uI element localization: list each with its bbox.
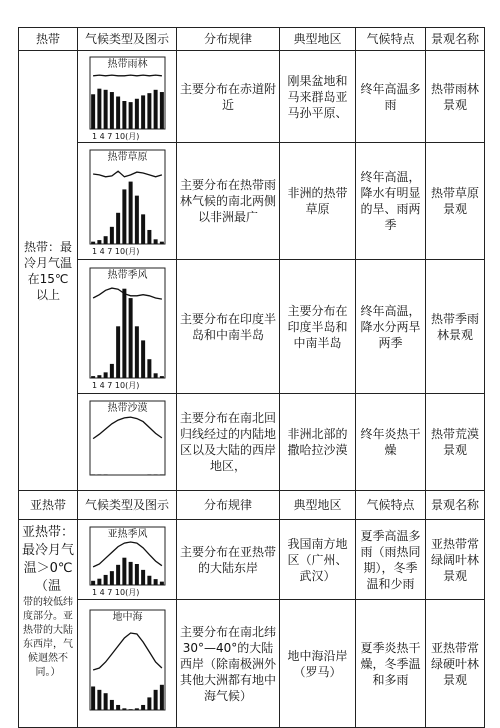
table-row — [19, 600, 485, 728]
precipitation-bar — [147, 474, 151, 475]
precipitation-bar — [91, 94, 95, 129]
table-row — [19, 51, 485, 143]
features-cell: 夏季炎热干燥，冬季温和多雨 — [356, 600, 426, 728]
precipitation-bar — [147, 697, 151, 710]
climate-chart — [78, 145, 177, 257]
precipitation-bar — [135, 708, 139, 710]
precipitation-bar — [160, 684, 164, 709]
subheader-regions: 典型地区 — [280, 491, 356, 520]
precipitation-bar — [135, 98, 139, 128]
table-row — [19, 143, 485, 260]
precipitation-bar — [129, 561, 133, 584]
features-cell: 夏季高温多雨（雨热同期），冬季温和少雨 — [356, 520, 426, 600]
chart-frame — [90, 268, 165, 378]
regions-cell: 我国南方地区（广州、武汉） — [280, 520, 356, 600]
chart-title: 亚热季风 — [107, 528, 148, 540]
precipitation-bar — [154, 579, 158, 585]
climate-chart — [78, 52, 177, 142]
header-type: 气候类型及图示 — [78, 28, 177, 51]
precipitation-bar — [116, 564, 120, 584]
precipitation-bar — [147, 575, 151, 584]
regions-cell: 刚果盆地和马来群岛亚马孙平原、 — [280, 51, 356, 143]
precipitation-bar — [97, 689, 101, 709]
precipitation-bar — [97, 375, 101, 378]
precipitation-bar — [129, 298, 133, 378]
precipitation-bar — [135, 196, 139, 244]
header-zone: 热带 — [19, 28, 78, 51]
precipitation-bar — [104, 372, 108, 378]
precipitation-bar — [91, 242, 95, 244]
chart-cell — [78, 520, 177, 600]
precipitation-bar — [104, 474, 108, 475]
climate-chart — [78, 522, 177, 598]
precipitation-bar — [116, 96, 120, 128]
subheader-zone: 亚热带 — [19, 491, 78, 520]
distribution-cell: 主要分布在热带雨林气候的南北两侧以非洲最广 — [177, 143, 280, 260]
precipitation-bar — [135, 564, 139, 585]
regions-cell: 非洲的热带草原 — [280, 143, 356, 260]
precipitation-bar — [141, 569, 145, 584]
landscape-cell: 亚热带常绿硬叶林景观 — [426, 600, 485, 728]
chart-title: 地中海 — [112, 611, 143, 623]
precipitation-bar — [129, 709, 133, 710]
precipitation-bar — [91, 686, 95, 710]
chart-cell — [78, 143, 177, 260]
subheader-landscape: 景观名称 — [426, 491, 485, 520]
subtropical-zone-note: 带的较低纬度部分。亚热带的大陆东西岸，气候迥然不同。） — [23, 597, 73, 678]
precipitation-bar — [141, 340, 145, 378]
chart-cell — [78, 51, 177, 143]
regions-cell: 非洲北部的撒哈拉沙漠 — [280, 394, 356, 491]
precipitation-bar — [110, 571, 114, 585]
precipitation-bar — [160, 242, 164, 244]
precipitation-bar — [122, 557, 126, 584]
header-features: 气候特点 — [356, 28, 426, 51]
chart-cell — [78, 394, 177, 491]
precipitation-bar — [110, 227, 114, 244]
tropical-zone-label: 热带：最冷月气温在15℃以上 — [19, 51, 78, 491]
subheader-distribution: 分布规律 — [177, 491, 280, 520]
regions-cell: 地中海沿岸（罗马） — [280, 600, 356, 728]
chart-cell — [78, 600, 177, 728]
precipitation-bar — [129, 182, 133, 244]
precipitation-bar — [104, 236, 108, 244]
header-row — [19, 28, 485, 51]
precipitation-bar — [116, 704, 120, 709]
precipitation-bar — [135, 326, 139, 378]
distribution-cell: 主要分布在亚热带的大陆东岸 — [177, 520, 280, 600]
landscape-cell: 热带季雨林景观 — [426, 260, 485, 394]
precipitation-bar — [154, 239, 158, 244]
features-cell: 终年高温，降水分两旱两季 — [356, 260, 426, 394]
precipitation-bar — [91, 376, 95, 378]
precipitation-bar — [110, 92, 114, 129]
chart-title: 热带草原 — [107, 152, 148, 163]
chart-title: 热带沙漠 — [107, 403, 148, 414]
subheader-type: 气候类型及图示 — [78, 491, 177, 520]
features-cell: 终年高温多雨 — [356, 51, 426, 143]
landscape-cell: 热带草原景观 — [426, 143, 485, 260]
subtropical-zone-label: 亚热带：最冷月气温＞0℃（温 — [22, 525, 75, 594]
landscape-cell: 亚热带常绿阔叶林景观 — [426, 520, 485, 600]
precipitation-bar — [154, 89, 158, 128]
landscape-cell: 热带荒漠景观 — [426, 394, 485, 491]
precipitation-bar — [97, 88, 101, 128]
table-row — [19, 260, 485, 394]
precipitation-bar — [122, 101, 126, 129]
precipitation-bar — [97, 578, 101, 584]
chart-x-ticks: 1 4 7 10(月) — [92, 247, 140, 256]
precipitation-bar — [160, 92, 164, 129]
precipitation-bar — [147, 230, 151, 244]
temperature-curve — [93, 288, 162, 299]
table-row — [19, 520, 485, 600]
precipitation-bar — [110, 363, 114, 377]
precipitation-bar — [104, 89, 108, 128]
temperature-curve — [93, 633, 162, 670]
precipitation-bar — [91, 580, 95, 584]
precipitation-bar — [154, 689, 158, 709]
precipitation-bar — [116, 213, 120, 244]
temperature-curve — [93, 75, 162, 76]
distribution-cell: 主要分布在南北回归线经过的内陆地区以及大陆的西岸地区， — [177, 394, 280, 491]
precipitation-bar — [141, 214, 145, 244]
distribution-cell: 主要分布在赤道附近 — [177, 51, 280, 143]
precipitation-bar — [154, 373, 158, 378]
precipitation-bar — [91, 474, 95, 475]
header-regions: 典型地区 — [280, 28, 356, 51]
chart-title: 热带季风 — [107, 269, 148, 281]
subheader-features: 气候特点 — [356, 491, 426, 520]
precipitation-bar — [110, 699, 114, 709]
climate-chart — [78, 263, 177, 391]
precipitation-bar — [147, 93, 151, 129]
precipitation-bar — [160, 376, 164, 378]
precipitation-bar — [116, 326, 120, 378]
temperature-curve — [93, 542, 162, 567]
chart-x-ticks: 1 4 7 10(月) — [92, 587, 140, 597]
subheader-row — [19, 491, 485, 520]
precipitation-bar — [97, 474, 101, 475]
precipitation-bar — [97, 240, 101, 244]
precipitation-bar — [141, 704, 145, 709]
chart-x-ticks: 1 4 7 10(月) — [92, 380, 140, 390]
climate-chart — [78, 396, 177, 488]
features-cell: 终年炎热干燥 — [356, 394, 426, 491]
precipitation-bar — [122, 288, 126, 377]
distribution-cell: 主要分布在南北纬 30°—40°的大陆西岸（除南极洲外其他大洲都有地中海气候） — [177, 600, 280, 728]
header-distribution: 分布规律 — [177, 28, 280, 51]
table-row — [19, 394, 485, 491]
landscape-cell: 热带雨林景观 — [426, 51, 485, 143]
precipitation-bar — [104, 693, 108, 710]
chart-x-ticks: 1 4 7 10(月) — [92, 131, 140, 141]
precipitation-bar — [122, 189, 126, 244]
subtropical-zone-label-cell — [19, 520, 78, 728]
precipitation-bar — [160, 474, 164, 475]
chart-title: 热带雨林 — [107, 58, 148, 70]
temperature-curve — [93, 171, 162, 177]
distribution-cell: 主要分布在印度半岛和中南半岛 — [177, 260, 280, 394]
precipitation-bar — [129, 102, 133, 129]
features-cell: 终年高温，降水有明显的旱、雨两季 — [356, 143, 426, 260]
temperature-curve — [93, 417, 162, 439]
precipitation-bar — [160, 581, 164, 584]
precipitation-bar — [122, 708, 126, 710]
chart-cell — [78, 260, 177, 394]
chart-frame — [90, 150, 165, 244]
climate-table — [18, 27, 485, 728]
precipitation-bar — [141, 95, 145, 129]
regions-cell: 主要分布在印度半岛和中南半岛 — [280, 260, 356, 394]
precipitation-bar — [147, 359, 151, 378]
header-landscape: 景观名称 — [426, 28, 485, 51]
climate-chart — [78, 605, 177, 723]
precipitation-bar — [154, 474, 158, 475]
precipitation-bar — [104, 574, 108, 584]
